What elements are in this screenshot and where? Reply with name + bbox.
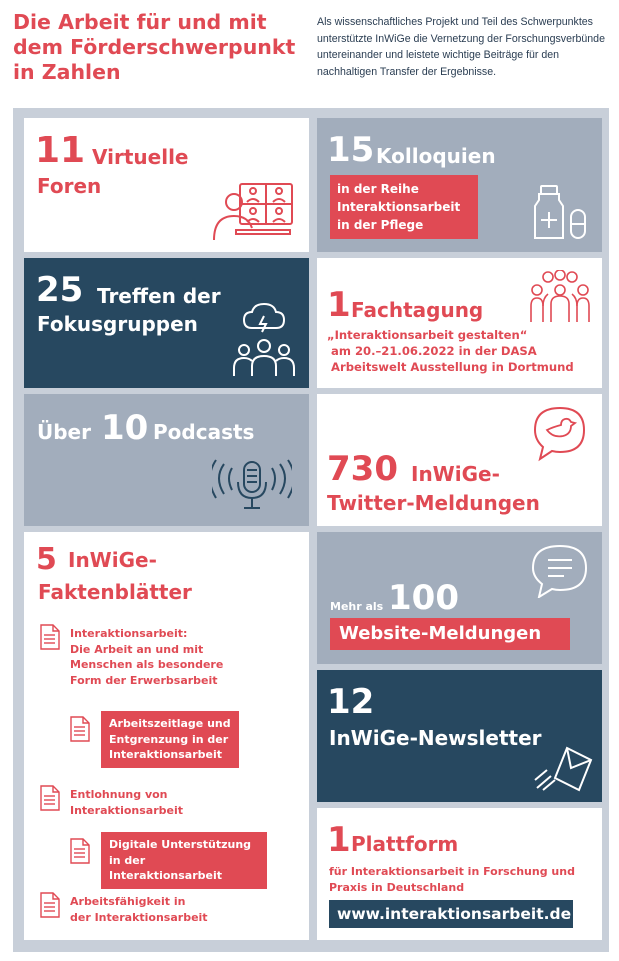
fact-2-line-1: Arbeitszeitlage und bbox=[109, 717, 231, 730]
platform-description bbox=[329, 864, 599, 896]
podcasts-prefix: Über bbox=[37, 420, 91, 444]
card-website-posts bbox=[317, 532, 602, 664]
video-conference-icon bbox=[210, 180, 300, 242]
card-conference bbox=[317, 258, 602, 388]
conference-desc-2: am 20.–21.06.2022 in der DASA bbox=[331, 344, 537, 358]
podcasts-number: 10 bbox=[101, 408, 149, 448]
colloquia-pill-line-1: in der Reihe bbox=[337, 182, 419, 196]
card-fact-sheets bbox=[24, 532, 309, 940]
colloquia-pill bbox=[330, 175, 478, 239]
newsletter-number: 12 bbox=[327, 682, 375, 722]
facts-number: 5 bbox=[36, 542, 57, 577]
focus-label-1: Treffen der bbox=[97, 284, 221, 308]
card-focus-groups bbox=[24, 258, 309, 388]
twitter-label-1: InWiGe- bbox=[411, 462, 500, 486]
platform-url-link[interactable]: www.interaktionsarbeit.de bbox=[329, 900, 573, 928]
facts-label-2: Faktenblätter bbox=[38, 580, 192, 604]
website-pill: Website-Meldungen bbox=[330, 618, 570, 650]
forums-label-1: Virtuelle bbox=[92, 145, 189, 169]
focus-label-2: Fokusgruppen bbox=[37, 312, 198, 336]
conference-description bbox=[327, 327, 597, 375]
fact-3-line-1: Entlohnung von bbox=[70, 788, 168, 801]
envelope-icon bbox=[533, 742, 593, 792]
platform-desc-1: für Interaktionsarbeit in Forschung und bbox=[329, 865, 575, 878]
conference-number: 1 bbox=[327, 285, 351, 325]
focus-number: 25 bbox=[36, 270, 84, 310]
medicine-icon bbox=[532, 184, 592, 240]
platform-number: 1 bbox=[327, 820, 351, 860]
card-newsletter bbox=[317, 670, 602, 802]
crowd-icon bbox=[529, 270, 591, 324]
group-brainstorm-icon bbox=[230, 302, 298, 378]
page-title: Die Arbeit für und mit dem Förderschwerpunkt in Zahlen bbox=[13, 10, 296, 84]
podcasts-label: Podcasts bbox=[153, 420, 255, 444]
platform-desc-2: Praxis in Deutschland bbox=[329, 881, 465, 894]
twitter-label-2: Twitter-Meldungen bbox=[327, 491, 540, 515]
conference-label: Fachtagung bbox=[351, 298, 484, 322]
fact-1-line-4: Form der Erwerbsarbeit bbox=[70, 673, 218, 687]
fact-sheet-item-1 bbox=[70, 626, 223, 688]
fact-1-line-3: Menschen als besondere bbox=[70, 658, 224, 671]
document-icon bbox=[70, 838, 90, 864]
card-podcasts bbox=[24, 394, 309, 526]
forums-number: 11 bbox=[35, 130, 86, 171]
speech-bubble-icon bbox=[531, 544, 589, 598]
fact-sheet-item-2 bbox=[101, 711, 239, 768]
platform-label: Plattform bbox=[351, 832, 459, 856]
document-icon bbox=[40, 785, 60, 811]
bird-speech-icon bbox=[533, 406, 587, 462]
conference-desc-3: Arbeitswelt Ausstellung in Dortmund bbox=[331, 360, 574, 374]
card-virtual-forums bbox=[24, 118, 309, 252]
fact-1-line-2: Die Arbeit an und mit bbox=[70, 642, 204, 656]
card-twitter bbox=[317, 394, 602, 526]
fact-sheet-item-5 bbox=[70, 894, 208, 925]
card-colloquia bbox=[317, 118, 602, 252]
colloquia-pill-line-2: Interaktionsarbeit bbox=[337, 200, 461, 214]
fact-4-line-2: in der Interaktionsarbeit bbox=[109, 853, 222, 882]
intro-text: Als wissenschaftliches Projekt und Teil des Schwerpunktes unterstützte InWiGe die Vernetzung der Forschungsverbünde untereinander und leistete wichtige Beiträge für den nachhaltigen Transfer der Ergebnisse. bbox=[317, 16, 605, 78]
website-prefix: Mehr als bbox=[330, 600, 384, 613]
card-platform bbox=[317, 808, 602, 940]
fact-2-line-3: Interaktionsarbeit bbox=[109, 748, 222, 761]
fact-3-line-2: Interaktionsarbeit bbox=[70, 803, 183, 817]
document-icon bbox=[70, 716, 90, 742]
colloquia-number: 15 bbox=[327, 130, 375, 170]
colloquia-pill-line-3: in der Pflege bbox=[337, 218, 424, 232]
document-icon bbox=[40, 892, 60, 918]
facts-label-1: InWiGe- bbox=[68, 548, 157, 572]
twitter-number: 730 bbox=[327, 449, 398, 489]
conference-desc-1: „Interaktionsarbeit gestalten“ bbox=[327, 328, 528, 342]
fact-2-line-2: Entgrenzung in der bbox=[109, 732, 229, 746]
newsletter-label: InWiGe-Newsletter bbox=[329, 726, 542, 750]
fact-5-line-2: der Interaktionsarbeit bbox=[70, 910, 208, 924]
document-icon bbox=[40, 624, 60, 650]
fact-sheet-item-4 bbox=[101, 832, 267, 889]
fact-1-line-1: Interaktionsarbeit: bbox=[70, 627, 188, 640]
forums-label-2: Foren bbox=[37, 174, 102, 198]
colloquia-label: Kolloquien bbox=[376, 144, 496, 168]
website-number: 100 bbox=[388, 578, 459, 618]
fact-5-line-1: Arbeitsfähigkeit in bbox=[70, 895, 186, 908]
fact-sheet-item-3 bbox=[70, 787, 183, 818]
fact-4-line-1: Digitale Unterstützung bbox=[109, 838, 252, 851]
microphone-icon bbox=[212, 458, 292, 516]
